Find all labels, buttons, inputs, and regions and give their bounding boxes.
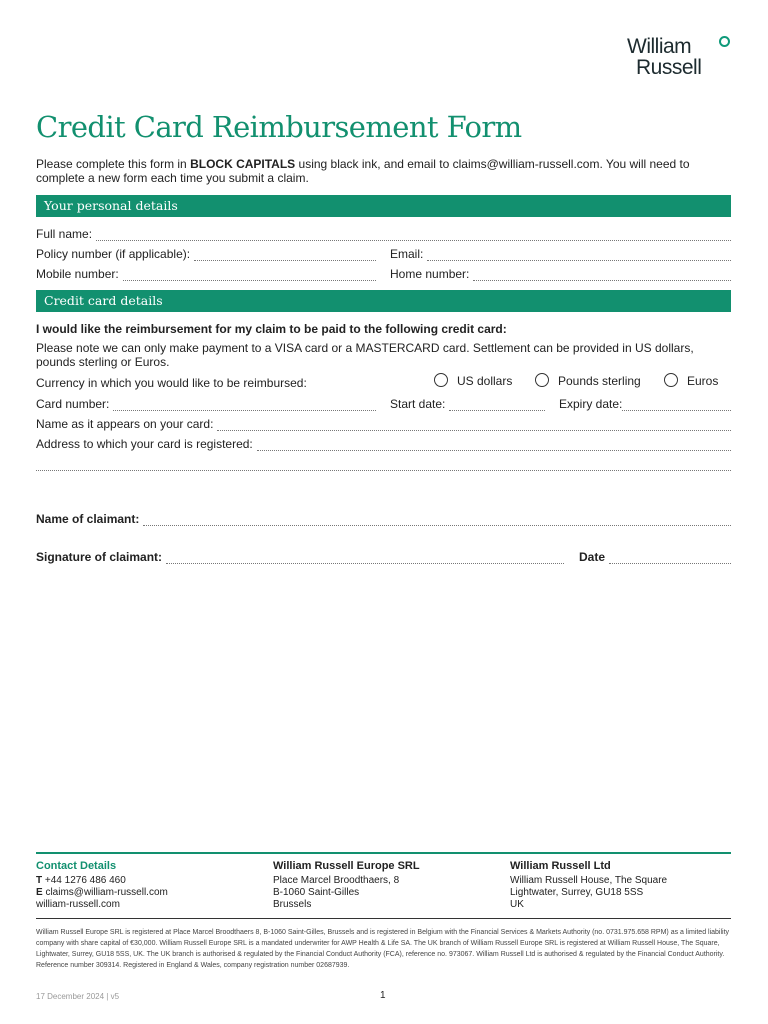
logo-dot-icon [719,36,730,47]
ltd-address [510,860,667,911]
full-name-field[interactable] [96,230,731,241]
signature-row [36,548,564,564]
contact-heading: Contact Details [36,860,117,872]
signature-label: Signature of claimant: [36,550,163,564]
logo-line-1: William [627,35,692,58]
footer-top-rule [36,852,731,854]
name-on-card-label: Name as it appears on your card: [36,417,214,431]
card-statement: I would like the reimbursement for my claim to be paid to the following credit card: [36,322,507,336]
credit-card-heading: Credit card details [36,290,731,312]
currency-option-eur[interactable] [664,374,718,389]
home-number-row [390,265,731,281]
ltd-line-1: William Russell House, The Square [510,875,668,886]
name-on-card-row [36,415,731,431]
europe-heading: William Russell Europe SRL [273,860,420,872]
europe-line-3: Brussels [273,899,312,910]
email-label: Email: [390,247,424,261]
policy-number-field[interactable] [194,250,376,261]
name-on-card-field[interactable] [217,420,731,431]
ltd-heading: William Russell Ltd [510,860,611,872]
currency-option-eur-label: Euros [687,374,719,388]
logo-line-2: Russell [636,56,702,79]
policy-number-row [36,245,376,261]
email-field[interactable] [427,250,731,261]
full-name-label: Full name: [36,227,93,241]
card-number-field[interactable] [113,400,376,411]
intro-bold: BLOCK CAPITALS [190,157,296,171]
currency-label: Currency in which you would like to be reimbursed: [36,376,307,390]
william-russell-logo [627,36,737,82]
currency-option-usd-label: US dollars [457,374,513,388]
address-row [36,435,731,451]
currency-label-row [36,374,307,390]
radio-usd-icon[interactable] [434,373,448,387]
date-label: Date [579,550,606,564]
ltd-line-3: UK [510,899,524,910]
intro-part-1: Please complete this form in [36,157,191,171]
expiry-date-row [559,395,731,411]
claimant-name-row [36,510,731,526]
europe-address [273,860,420,911]
home-number-label: Home number: [390,267,470,281]
intro-text [36,157,736,185]
start-date-field[interactable] [449,400,545,411]
page-number: 1 [380,990,386,1001]
address-field-2[interactable] [36,460,731,471]
expiry-date-label: Expiry date: [559,397,623,411]
currency-option-usd[interactable] [434,374,512,389]
policy-number-label: Policy number (if applicable): [36,247,191,261]
ltd-line-2: Lightwater, Surrey, GU18 5SS [510,887,644,898]
contact-web[interactable]: william-russell.com [36,899,120,910]
email-address[interactable]: claims@william-russell.com [45,887,168,898]
date-field[interactable] [609,553,731,564]
home-number-field[interactable] [473,270,731,281]
start-date-label: Start date: [390,397,446,411]
personal-details-heading: Your personal details [36,195,731,217]
email-prefix: E [36,887,43,898]
currency-option-gbp[interactable] [535,374,641,389]
start-date-row [390,395,545,411]
document-date: 17 December 2024 | v5 [36,992,120,1001]
contact-email [36,887,168,899]
radio-gbp-icon[interactable] [535,373,549,387]
card-statement-row [36,320,731,336]
contact-details [36,860,168,911]
mobile-field[interactable] [123,270,376,281]
phone-number: +44 1276 486 460 [44,875,126,886]
email-row [390,245,731,261]
address-field[interactable] [257,440,731,451]
intro-part-2: using black ink, and email to claims@william-russell.com. You will need to complete a new form each time you submit a claim. [36,157,690,185]
radio-eur-icon[interactable] [664,373,678,387]
phone-prefix: T [36,875,43,886]
europe-line-1: Place Marcel Broodthaers, 8 [273,875,400,886]
card-number-label: Card number: [36,397,110,411]
card-note: Please note we can only make payment to a VISA card or a MASTERCARD card. Settlement can be provided in US dollars, pounds sterling or Euros. [36,341,694,369]
mobile-label: Mobile number: [36,267,119,281]
full-name-row [36,225,731,241]
address-label: Address to which your card is registered: [36,437,253,451]
date-row [579,548,731,564]
claimant-name-field[interactable] [143,515,731,526]
europe-line-2: B-1060 Saint-Gilles [273,887,360,898]
contact-phone [36,875,168,887]
footer-bottom-rule [36,918,731,919]
mobile-row [36,265,376,281]
legal-text: William Russell Europe SRL is registered at Place Marcel Broodthaers 8, B-1060 Saint-Gilles, Brussels and is registered in Belgium with the Financial Services & Markets Authority (no. 0731.975.658 RPM) as a limited liability company with share capital of €30,000. William Russell Europe SRL is a mandated underwriter for AWP Health & Life SA. The UK branch of William Russell Europe SRL is registered at William Russell House, The Square, Lightwater, Surrey, GU18 5SS, UK. The UK branch is authorised & regulated by the Financial Conduct Authority (FCA), reference no. 973067. William Russell Ltd is authorised & regulated by the Financial Conduct Authority. Reference number 309314. Registered in England & Wales, company registration number 02687939. [36,929,730,969]
signature-field[interactable] [166,553,564,564]
card-number-row [36,395,376,411]
address-row-2 [36,455,731,471]
expiry-date-field[interactable] [622,400,731,411]
page-title: Credit Card Reimbursement Form [36,110,522,144]
currency-option-gbp-label: Pounds sterling [558,374,641,388]
claimant-name-label: Name of claimant: [36,512,140,526]
